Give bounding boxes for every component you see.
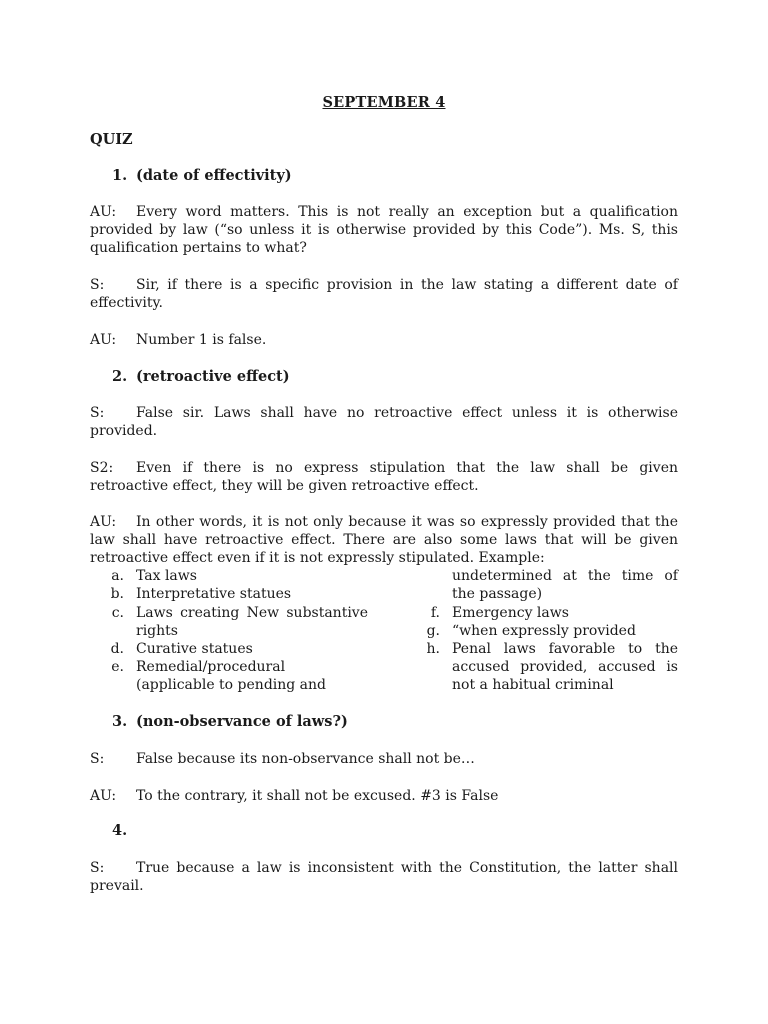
- speaker-label: AU:: [90, 788, 117, 804]
- speaker-label: AU:: [90, 514, 117, 530]
- dialogue-text: In other words, it is not only because it was so expressly provided that the law shall have retroactive effect. There are also some laws that will be given retroactive effect even if it is not expressly stipulated. Example:: [90, 514, 678, 566]
- speaker-label: AU:: [90, 204, 117, 220]
- question-number: 4.: [112, 822, 128, 839]
- list-marker: b.: [110, 586, 124, 602]
- list-item-part: Remedial/procedural (applicable to pending and: [136, 659, 327, 693]
- dialogue-paragraph: [90, 750, 678, 768]
- list-item: Tax laws: [136, 568, 197, 584]
- speaker-label: S:: [90, 277, 105, 293]
- dialogue-paragraph: [90, 276, 678, 312]
- dialogue-paragraph: [90, 513, 678, 567]
- quiz-heading: QUIZ: [90, 131, 133, 148]
- list-marker: a.: [111, 568, 124, 584]
- dialogue-paragraph: [90, 859, 678, 895]
- dialogue-text: Sir, if there is a specific provision in the law stating a different date of effectivity.: [90, 277, 678, 311]
- speaker-label: AU:: [90, 332, 117, 348]
- question-topic: (date of effectivity): [136, 167, 292, 184]
- question-number: 1.: [112, 167, 128, 184]
- dialogue-text: Number 1 is false.: [136, 332, 267, 348]
- dialogue-text: True because a law is inconsistent with the Constitution, the latter shall prevail.: [90, 860, 678, 894]
- dialogue-paragraph: [90, 404, 678, 440]
- list-marker: d.: [110, 641, 124, 657]
- dialogue-text: Every word matters. This is not really an exception but a qualification provided by law (“so unless it is otherwise provided by this Code”). Ms. S, this qualification pertains to what?: [90, 204, 678, 256]
- dialogue-text: To the contrary, it shall not be excused. #3 is False: [136, 788, 499, 804]
- page-title: SEPTEMBER 4: [322, 94, 446, 111]
- list-marker: f.: [430, 605, 440, 621]
- list-item: Curative statues: [136, 641, 253, 657]
- list-item: Interpretative statues: [136, 586, 292, 602]
- dialogue-paragraph: [90, 331, 678, 349]
- dialogue-paragraph: [90, 459, 678, 495]
- list-marker: g.: [426, 623, 440, 639]
- list-marker: c.: [111, 605, 124, 621]
- dialogue-text: False because its non-observance shall not be…: [136, 751, 475, 767]
- speaker-label: S2:: [90, 460, 114, 476]
- speaker-label: S:: [90, 405, 105, 421]
- list-item-part: undetermined at the time of the passage): [452, 568, 678, 602]
- speaker-label: S:: [90, 751, 105, 767]
- list-marker: h.: [426, 641, 440, 657]
- dialogue-paragraph: [90, 203, 678, 257]
- question-topic: (non-observance of laws?): [136, 713, 348, 730]
- question-topic: (retroactive effect): [136, 368, 290, 385]
- list-item: Penal laws favorable to the accused provided, accused is not a habitual criminal: [452, 641, 678, 693]
- list-marker: e.: [111, 659, 124, 675]
- list-item: Laws creating New substantive rights: [136, 605, 368, 639]
- dialogue-paragraph: [90, 787, 678, 805]
- list-item: “when expressly provided: [452, 623, 636, 639]
- list-item: Emergency laws: [452, 605, 569, 621]
- dialogue-text: Even if there is no express stipulation that the law shall be given retroactive effect, they will be given retroactive effect.: [90, 460, 678, 494]
- question-number: 3.: [112, 713, 128, 730]
- dialogue-text: False sir. Laws shall have no retroactive effect unless it is otherwise provided.: [90, 405, 678, 439]
- question-number: 2.: [112, 368, 128, 385]
- speaker-label: S:: [90, 860, 105, 876]
